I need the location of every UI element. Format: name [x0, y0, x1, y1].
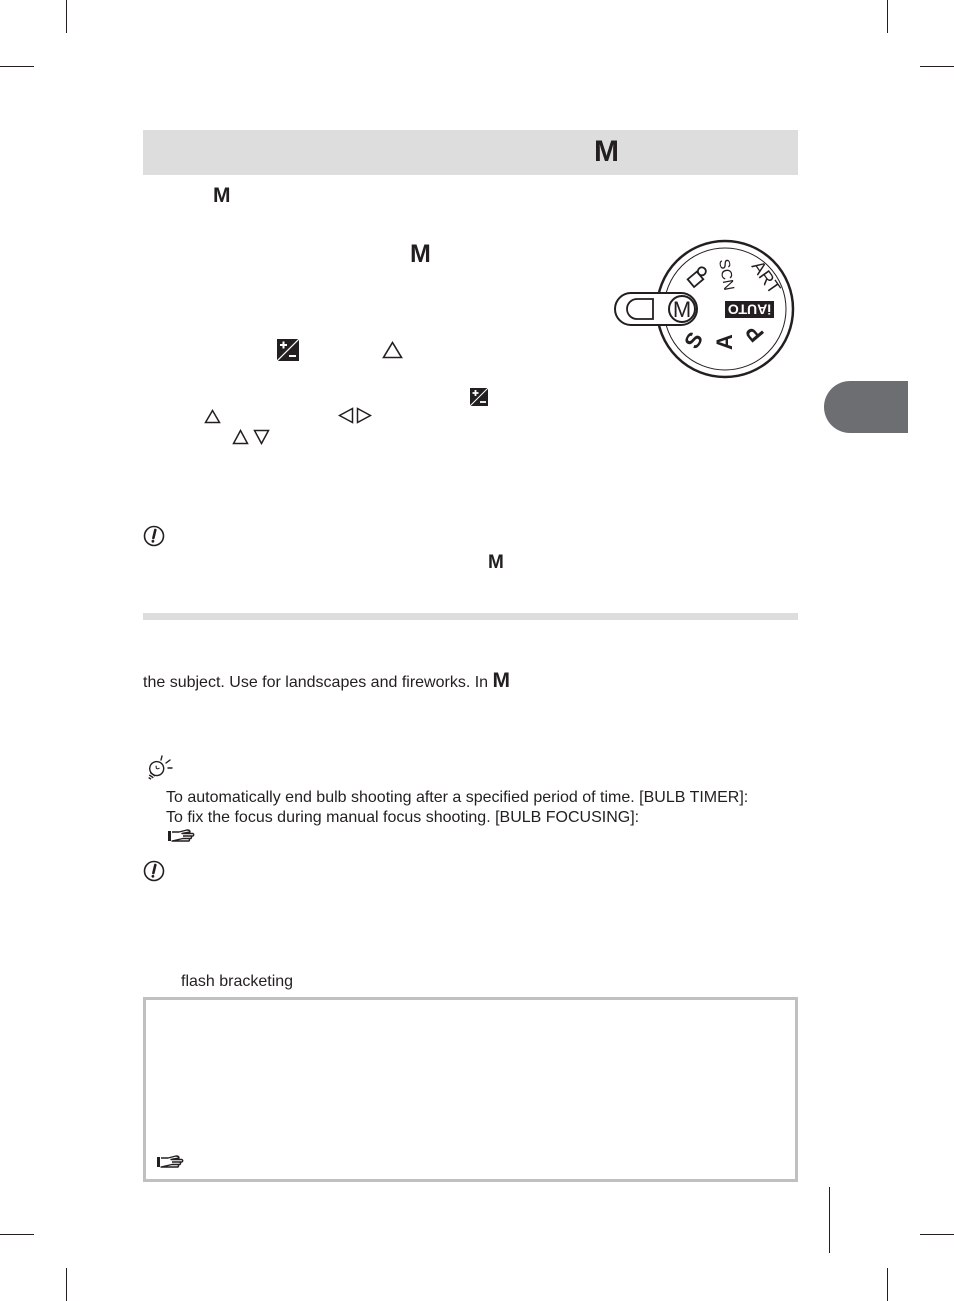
info-box	[143, 997, 798, 1182]
dial-label-s: S	[679, 327, 709, 353]
crop-mark-top-right-v	[887, 0, 888, 33]
arrow-up-down-icon	[232, 429, 270, 445]
section-divider	[143, 613, 798, 620]
caution-icon-2	[143, 860, 165, 882]
flash-bracketing-label: flash bracketing	[181, 973, 294, 990]
mode-dial-illustration	[603, 238, 795, 380]
step-mode-m-icon: M	[410, 240, 431, 268]
caution-mode-m-icon: M	[488, 552, 504, 573]
crop-mark-top-left-v	[66, 0, 67, 33]
tip-lightbulb-icon	[143, 753, 175, 783]
crop-mark-bottom-left-h	[0, 1234, 34, 1235]
section-title-bar	[143, 130, 798, 175]
caution-icon	[143, 525, 165, 547]
crop-mark-bottom-left-v	[66, 1268, 67, 1301]
dial-label-scn: SCN	[715, 257, 738, 292]
crop-mark-bottom-right-v	[887, 1268, 888, 1301]
tip-line-bulb-timer: To automatically end bulb shooting after a specified period of time. [BULB TIMER]:	[166, 789, 749, 806]
arrow-up-icon	[382, 341, 403, 359]
intro-mode-m-icon: M	[213, 184, 231, 207]
dial-label-m: M	[672, 297, 692, 322]
bulb-paragraph-text: the subject. Use for landscapes and fireworks. In	[143, 674, 489, 691]
dial-label-a: A	[712, 334, 737, 350]
crop-mark-bottom-right-h	[920, 1234, 954, 1235]
dial-label-p: P	[740, 319, 769, 347]
reference-pointer-icon	[167, 828, 195, 844]
dial-label-iauto: iAUTO	[727, 301, 772, 318]
exposure-compensation-icon-small	[470, 388, 488, 406]
exposure-compensation-icon	[277, 339, 299, 361]
arrow-left-right-icon	[338, 407, 372, 424]
bulb-paragraph	[143, 671, 510, 693]
dial-label-art: ART	[747, 256, 785, 298]
crop-mark-top-left-h	[0, 66, 34, 67]
tip-line-bulb-focusing: To fix the focus during manual focus shooting. [BULB FOCUSING]:	[166, 809, 640, 826]
mode-m-icon: M	[594, 135, 619, 168]
arrow-up-icon-small	[204, 409, 221, 424]
reference-pointer-icon-box	[156, 1154, 184, 1170]
bulb-mode-m-icon: M	[492, 669, 511, 692]
page-edge-line	[829, 1187, 830, 1253]
chapter-tab	[824, 381, 908, 433]
crop-mark-top-right-h	[920, 66, 954, 67]
